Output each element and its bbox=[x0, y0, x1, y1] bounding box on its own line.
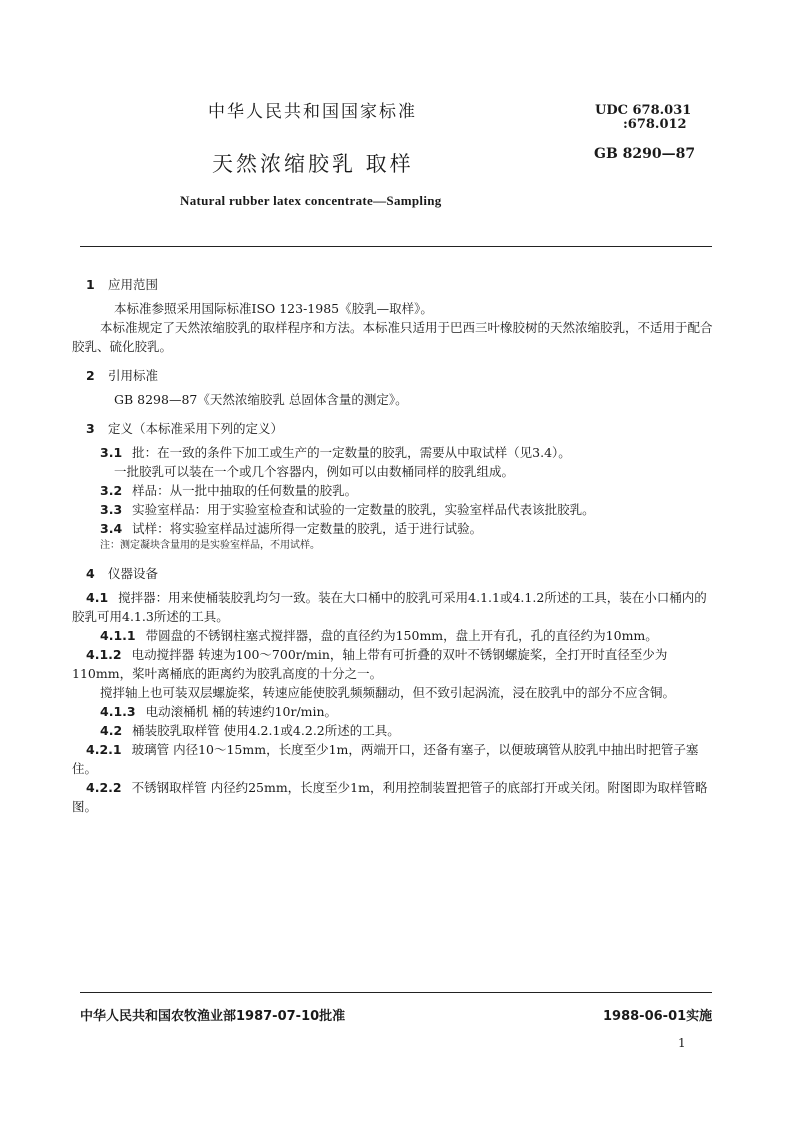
approval-line: 中华人民共和国农牧渔业部1987-07-10批准 bbox=[80, 1009, 346, 1024]
effective-date: 1988-06-01实施 bbox=[603, 1009, 713, 1024]
paragraph: 一批胶乳可以装在一个或几个容器内，例如可以由数桶同样的胶乳组成。 bbox=[114, 464, 515, 479]
definition-item: 3.1 批：在一致的条件下加工或生产的一定数量的胶乳，需要从中取试样（见3.4）。 bbox=[100, 445, 571, 460]
equipment-item: 4.1.2 电动搅拌器 转速为100～700r/min，轴上带有可折叠的双叶不锈钢螺旋桨，全打开时直径至少为110mm，桨叶离桶底的距离约为胶乳高度的十分之一。 bbox=[72, 647, 668, 681]
paragraph: 搅拌轴上也可装双层螺旋桨，转速应能使胶乳频频翻动，但不致引起涡流，浸在胶乳中的部分不应含铜。 bbox=[100, 685, 676, 700]
document-title-en: Natural rubber latex concentrate—Sampling bbox=[180, 193, 442, 208]
equipment-item: 4.1 搅拌器：用来使桶装胶乳均匀一致。装在大口桶中的胶乳可采用4.1.1或4.1.2所述的工具，装在小口桶内的胶乳可用4.1.3所述的工具。 bbox=[72, 590, 707, 624]
equipment-item: 4.2.2 不锈钢取样管 内径约25mm，长度至少1m，利用控制装置把管子的底部打开或关闭。附图即为取样管略图。 bbox=[72, 780, 708, 814]
document-body bbox=[72, 275, 716, 816]
standard-organization: 中华人民共和国国家标准 bbox=[208, 102, 417, 122]
footer-divider bbox=[80, 992, 712, 993]
note: 注：测定凝块含量用的是实验室样品，不用试样。 bbox=[100, 540, 320, 551]
definition-item: 3.4 试样：将实验室样品过滤所得一定数量的胶乳，适于进行试验。 bbox=[100, 521, 483, 536]
paragraph: 本标准参照采用国际标准ISO 123-1985《胶乳—取样》。 bbox=[114, 301, 433, 316]
equipment-item: 4.1.1 带圆盘的不锈钢柱塞式搅拌器，盘的直径约为150mm，盘上开有孔，孔的直径约为10mm。 bbox=[100, 628, 658, 643]
equipment-item: 4.2.1 玻璃管 内径10～15mm，长度至少1m，两端开口，还备有塞子，以便玻璃管从胶乳中抽出时把管子塞住。 bbox=[72, 742, 699, 776]
gb-number: GB 8290—87 bbox=[594, 146, 696, 162]
udc-line-2: :678.012 bbox=[623, 117, 687, 132]
section-heading: 1 应用范围 bbox=[86, 277, 159, 292]
document-title-cn: 天然浓缩胶乳 取样 bbox=[212, 152, 414, 176]
page-number: 1 bbox=[678, 1036, 686, 1050]
equipment-item: 4.2 桶装胶乳取样管 使用4.2.1或4.2.2所述的工具。 bbox=[100, 723, 400, 738]
section-heading: 3 定义（本标准采用下列的定义） bbox=[86, 421, 284, 436]
definition-item: 3.2 样品：从一批中抽取的任何数量的胶乳。 bbox=[100, 483, 358, 498]
udc-line-1: UDC 678.031 bbox=[595, 103, 692, 118]
definition-item: 3.3 实验室样品：用于实验室检查和试验的一定数量的胶乳，实验室样品代表该批胶乳。 bbox=[100, 502, 595, 517]
section-heading: 4 仪器设备 bbox=[86, 566, 159, 581]
reference-item: GB 8298—87《天然浓缩胶乳 总固体含量的测定》。 bbox=[114, 392, 408, 407]
header-divider bbox=[80, 246, 712, 247]
equipment-item: 4.1.3 电动滚桶机 桶的转速约10r/min。 bbox=[100, 704, 338, 719]
paragraph: 本标准规定了天然浓缩胶乳的取样程序和方法。本标准只适用于巴西三叶橡胶树的天然浓缩胶乳，不适用于配合胶乳、硫化胶乳。 bbox=[72, 320, 713, 354]
section-heading: 2 引用标准 bbox=[86, 368, 159, 383]
udc-code bbox=[595, 104, 691, 132]
